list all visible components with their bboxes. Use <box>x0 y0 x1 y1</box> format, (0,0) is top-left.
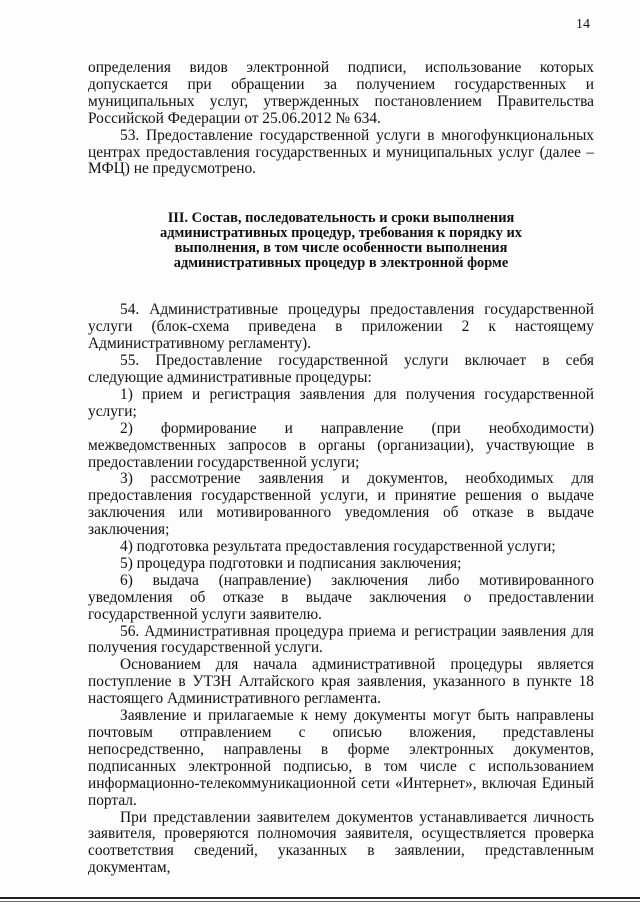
scan-edge-line <box>0 901 640 902</box>
paragraph: определения видов электронной подписи, использование которых допускается при обращении за получением государственных и муниципальных услуг, утвержденных постановлением Правительства Российской Федерации от 25.06.2012 № 634. <box>88 59 594 127</box>
paragraph: При представлении заявителем документов устанавливается личность заявителя, проверяются полномочия заявителя, осуществляется проверка соответствия сведений, указанных в заявлении, представленным документам, <box>88 808 594 877</box>
scan-edge-line <box>0 897 640 899</box>
paragraph: 56. Административная процедура приема и регистрации заявления для получения государственной услуги. <box>88 622 594 657</box>
paragraph: Основанием для начала административной процедуры является поступление в УТЗН Алтайского края заявления, указанного в пункте 18 настоящего Административного регламента. <box>88 656 594 708</box>
paragraph: Заявление и прилагаемые к нему документы могут быть направлены почтовым отправлением с описью вложения, представлены непосредственно, направлены в форме электронных документов, подписанных электронной подписью, в том числе с использованием информационно-телекоммуникационной сети «Интернет», включая Единый портал. <box>88 707 594 809</box>
document-body <box>88 60 594 877</box>
list-item: 2) формирование и направление (при необходимости) межведомственных запросов в органы (организации), участвующие в предоставлении государственной услуги; <box>88 419 594 471</box>
list-item: 3) рассмотрение заявления и документов, необходимых для предоставления государственной услуги, и принятие решения о выдаче заключения или мотивированного уведомления об отказе в выдаче заключения; <box>88 470 594 539</box>
paragraph: 53. Предоставление государственной услуги в многофункциональных центрах предоставления государственных и муниципальных услуг (далее – МФЦ) не предусмотрено. <box>88 126 594 178</box>
list-item: 6) выдача (направление) заключения либо мотивированного уведомления об отказе в выдаче заключения о предоставлении государственной услуги заявителю. <box>88 571 594 623</box>
list-item: 1) прием и регистрация заявления для получения государственной услуги; <box>88 385 594 420</box>
list-item: 4) подготовка результата предоставления государственной услуги; <box>120 538 556 556</box>
list-item: 5) процедура подготовки и подписания заключения; <box>120 554 462 572</box>
page-number: 14 <box>576 17 590 32</box>
paragraph: 54. Административные процедуры предоставления государственной услуги (блок-схема приведена в приложении 2 к настоящему Административному регламенту). <box>88 301 594 353</box>
section-heading: III. Состав, последовательность и сроки выполнения административных процедур, требования к порядку их выполнения, в том числе особенности выполнения административных процедур в электронной форме <box>160 210 522 272</box>
paragraph: 55. Предоставление государственной услуги включает в себя следующие административные процедуры: <box>88 352 594 386</box>
